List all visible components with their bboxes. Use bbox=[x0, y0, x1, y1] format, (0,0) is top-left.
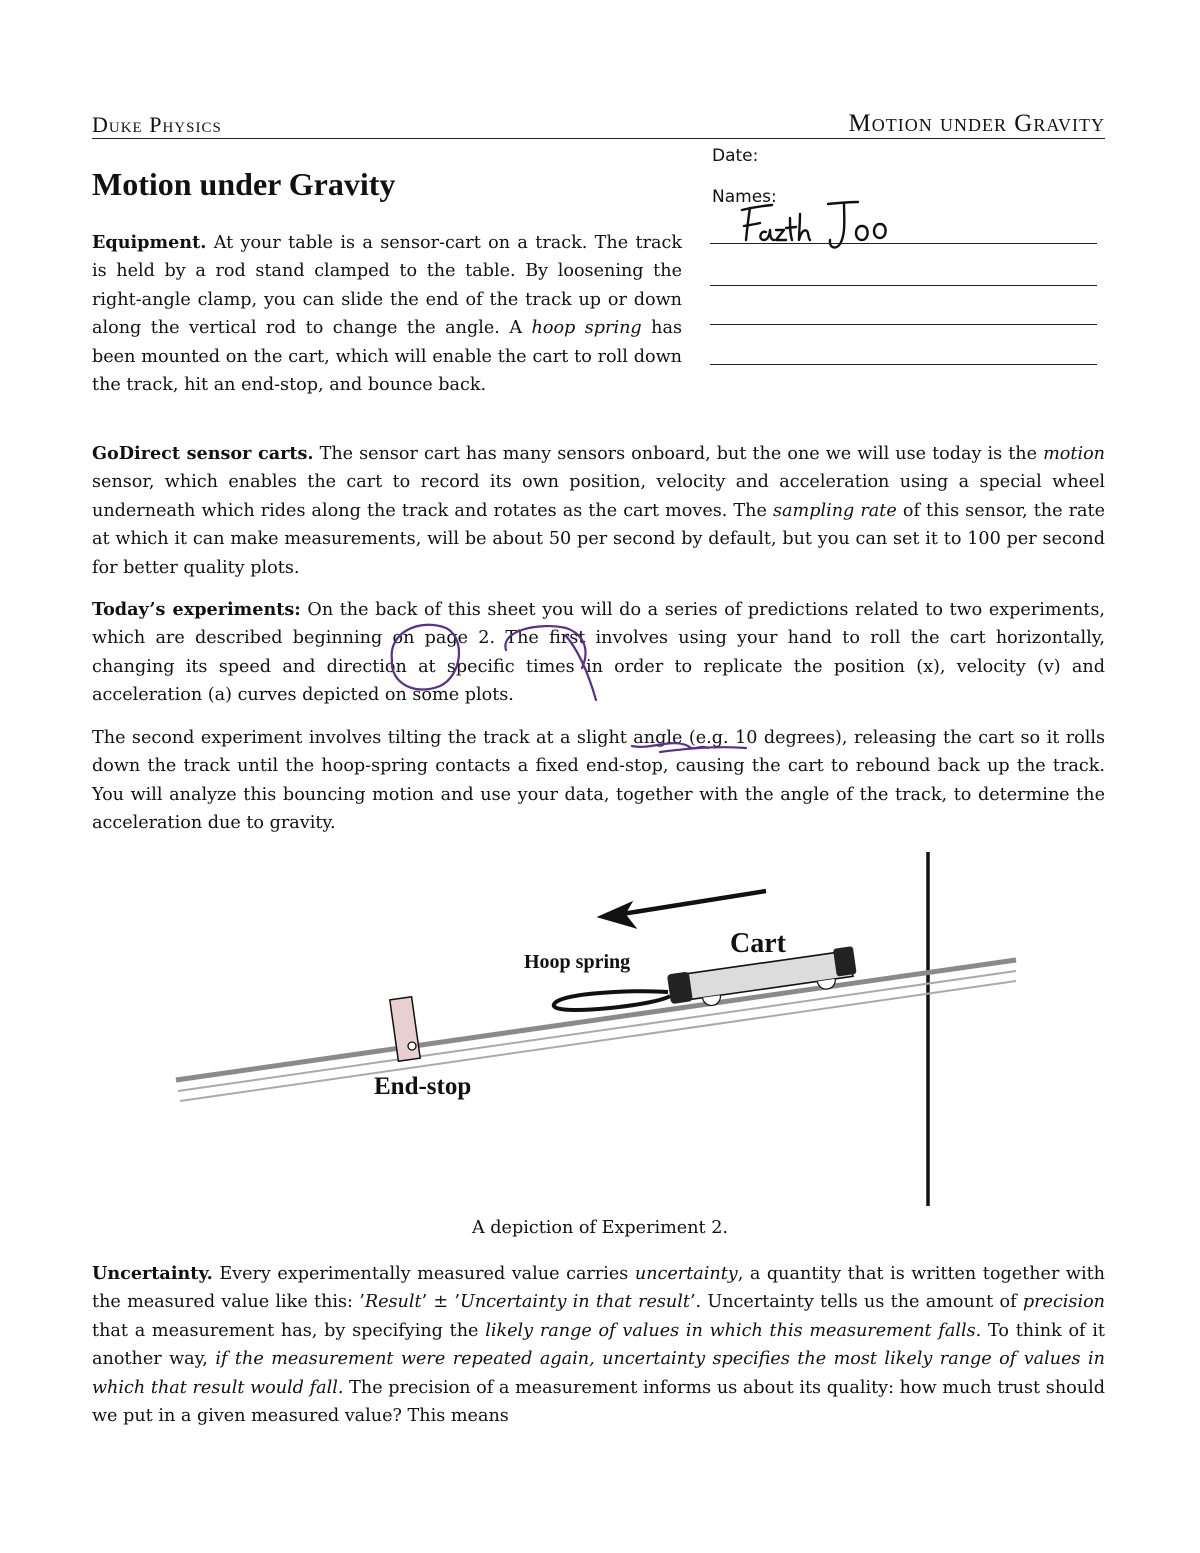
equipment-paragraph bbox=[92, 229, 682, 399]
uncertainty-emphasis-1: uncertainty bbox=[634, 1264, 738, 1284]
name-line-1[interactable] bbox=[710, 242, 1097, 244]
godirect-emphasis-2: sampling rate bbox=[773, 500, 897, 521]
equipment-text-2: has been mounted on the cart, which will enable the cart to roll down the track, hit an end-stop, and bounce back. bbox=[92, 318, 682, 396]
uncertainty-text-2: , a quantity that is written together with the measured value like this: ’ bbox=[92, 1264, 1105, 1313]
uncertainty-text-5: that a measurement has, by specifying the bbox=[92, 1320, 486, 1341]
uncertainty-text-4: ’. Uncertainty tells us the amount of bbox=[689, 1292, 1023, 1313]
godirect-paragraph bbox=[92, 440, 1105, 582]
end-stop-label: End-stop bbox=[374, 1073, 472, 1100]
equipment-heading: Equipment. bbox=[92, 232, 207, 253]
running-header bbox=[92, 110, 1105, 139]
handwritten-signature bbox=[736, 196, 896, 260]
experiments-heading: Today’s experiments: bbox=[92, 599, 301, 620]
godirect-text-2: sensor, which enables the cart to record its own position, velocity and acceleration using a special wheel underneath which rides along the track and rotates as the cart moves. The bbox=[92, 472, 1105, 521]
uncertainty-text-1: Every experimentally measured value carries bbox=[212, 1264, 635, 1284]
page-title: Motion under Gravity bbox=[92, 166, 396, 202]
experiment-figure bbox=[170, 850, 1050, 1219]
name-line-3[interactable] bbox=[710, 323, 1097, 325]
godirect-heading: GoDirect sensor carts. bbox=[92, 443, 314, 464]
experiments-text: On the back of this sheet you will do a series of predictions related to two experiments, which are described beginning on page 2. The first involves using your hand to roll the cart horizontally, changing its speed and direction at specific times in order to replicate the position (x), velocity (v) and acceleration (a) curves depicted on some plots. bbox=[92, 600, 1105, 706]
figure-caption: A depiction of Experiment 2. bbox=[472, 1218, 728, 1238]
uncertainty-emphasis-6: if the measurement were repeated again, uncertainty specifies the most likely range of values in which that result would fall. bbox=[92, 1349, 1105, 1398]
hoop-spring bbox=[554, 991, 670, 1010]
hoop-spring-label: Hoop spring bbox=[524, 951, 631, 973]
uncertainty-emphasis-4: precision bbox=[1022, 1292, 1106, 1313]
names-label: Names: bbox=[712, 187, 777, 207]
end-stop bbox=[390, 997, 420, 1061]
uncertainty-emphasis-3: Uncertainty in that result bbox=[460, 1292, 690, 1313]
godirect-text-1: The sensor cart has many sensors onboard, but the one we will use today is the bbox=[313, 444, 1044, 464]
uncertainty-heading: Uncertainty. bbox=[92, 1263, 213, 1284]
name-line-4[interactable] bbox=[710, 363, 1097, 365]
experiments-paragraph bbox=[92, 596, 1105, 710]
cart-label: Cart bbox=[730, 928, 786, 959]
track-rail-mid bbox=[178, 971, 1016, 1091]
godirect-text-3: of this sensor, the rate at which it can make measurements, will be about 50 per second by default, but you can set it to 100 per second for better quality plots. bbox=[92, 500, 1105, 578]
uncertainty-text-7: The precision of a measurement informs us about its quality: how much trust should we put in a given measured value? This means bbox=[92, 1377, 1105, 1427]
date-label: Date: bbox=[712, 146, 759, 166]
uncertainty-text-3: ’ ± ’ bbox=[421, 1292, 461, 1313]
uncertainty-emphasis-2: Result bbox=[364, 1292, 422, 1313]
motion-arrow bbox=[598, 891, 766, 928]
uncertainty-emphasis-5: likely range of values in which this measurement falls. bbox=[485, 1320, 982, 1341]
track-rail-low bbox=[180, 981, 1016, 1101]
uncertainty-paragraph bbox=[92, 1260, 1105, 1430]
second-experiment-paragraph bbox=[92, 724, 1105, 838]
track-rail-top bbox=[176, 960, 1016, 1080]
uncertainty-text-6: To think of it another way, bbox=[92, 1320, 1105, 1370]
godirect-emphasis-1: motion bbox=[1043, 444, 1106, 464]
header-topic: Motion under Gravity bbox=[848, 110, 1105, 137]
name-line-2[interactable] bbox=[710, 284, 1097, 286]
header-course: Duke Physics bbox=[92, 112, 222, 137]
equipment-text-1: At your table is a sensor-cart on a track. The track is held by a rod stand clamped to the table. By loosening the right-angle clamp, you can slide the end of the track up or down along the vertical rod to change the angle. A bbox=[92, 233, 682, 339]
second-experiment-text: The second experiment involves tilting the track at a slight angle (e.g. 10 degrees), releasing the cart so it rolls down the track until the hoop-spring contacts a fixed end-stop, causing the cart to rebound back up the track. You will analyze this bouncing motion and use your data, together with the angle of the track, to determine the acceleration due to gravity. bbox=[92, 728, 1105, 834]
equipment-emphasis: hoop spring bbox=[531, 318, 642, 339]
